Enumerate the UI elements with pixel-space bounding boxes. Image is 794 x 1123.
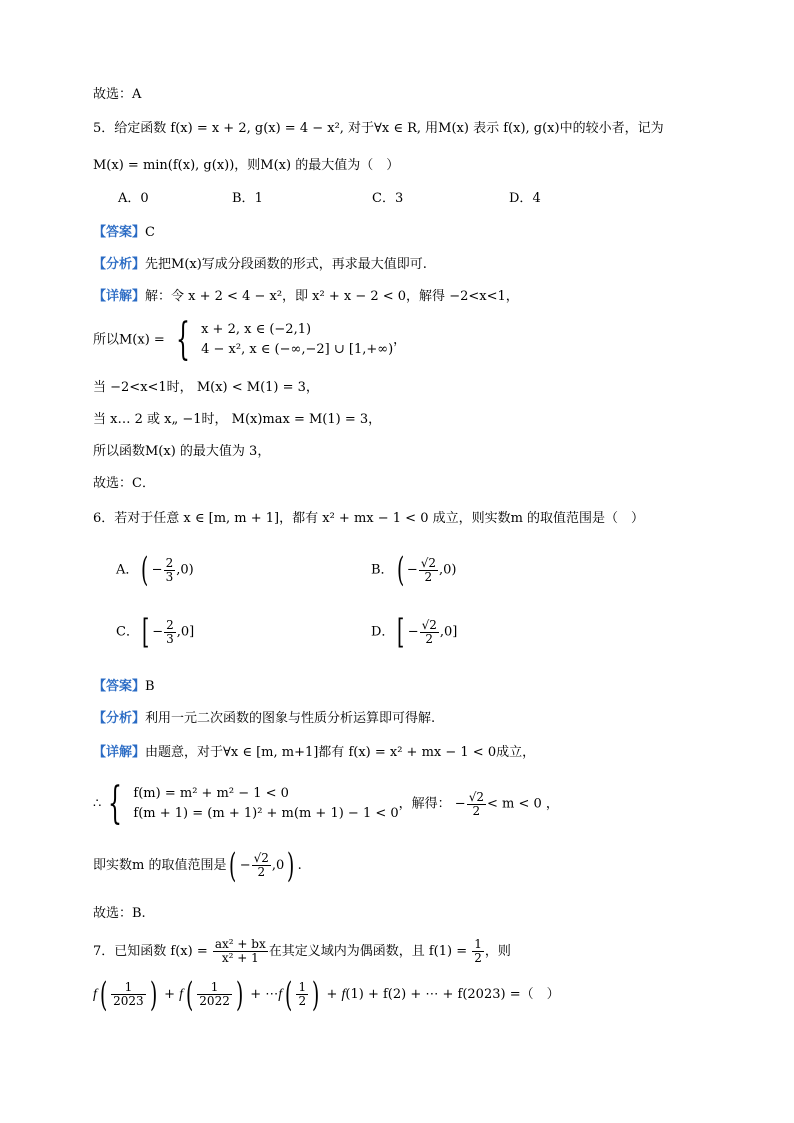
q6-stem: 6．若对于任意 x ∈ [m, m + 1]，都有 x² + mx − 1 < 0 成立，则实数m 的取值范围是（ ）: [93, 511, 645, 526]
q5-stem-line1: 5．给定函数 f(x) = x + 2, g(x) = 4 − x², 对于∀x ∈ R, 用M(x) 表示 f(x), g(x)中的较小者，记为: [93, 121, 664, 136]
q7-stem-line2: f( $\frac{1}{2023}$ ) + f( $\frac{1}{2022}$ ) + ⋯f( $\frac{1}{2}$ ) + f(1) + f(2) + ⋯ + f(2023) =（ ）: [93, 974, 560, 1015]
detail-tag: 【详解】: [93, 289, 146, 304]
q6-analysis: 【分析】利用一元二次函数的图象与性质分析运算即可得解.: [93, 711, 436, 726]
q6-option-b: B．( − $\frac{√2}{2}$ ,0): [371, 550, 457, 590]
q5-stem-line2: M(x) = min(f(x), g(x))，则M(x) 的最大值为（ ）: [93, 158, 400, 173]
q5-option-d: D．4: [509, 191, 541, 206]
q6-conclusion: 即实数m 的取值范围是( − $\frac{√2}{2}$ ,0) .: [93, 845, 302, 886]
q6-answer: 【答案】B: [93, 679, 155, 694]
system-cases: f(m) = m² + m² − 1 < 0 f(m + 1) = (m + 1)² + m(m + 1) − 1 < 0: [133, 786, 399, 821]
q5-conclusion: 所以函数M(x) 的最大值为 3，: [93, 444, 271, 459]
q5-case2: 当 x… 2 或 x„ −1时， M(x)max = M(1) = 3，: [93, 412, 382, 427]
q5-option-c: C．3: [372, 191, 404, 206]
q5-option-b: B．1: [232, 191, 263, 206]
q5-analysis: 【分析】先把M(x)写成分段函数的形式，再求最大值即可.: [93, 257, 427, 272]
prev-answer-line: 故选：A: [93, 87, 142, 102]
q5-piecewise: 所以M(x) = { x + 2, x ∈ (−2,1) 4 − x², x ∈ (−∞,−2] ∪ [1,+∞) ，: [93, 314, 407, 365]
q5-case1: 当 −2<x<1时， M(x) < M(1) = 3，: [93, 380, 319, 395]
q7-stem-line1: 7．已知函数 f(x) = $\frac{\text{ax² + bx}}{\text{x² + 1}}$ 在其定义域内为偶函数，且 f(1) = $\frac{1}{2}$ ，则: [93, 937, 511, 965]
answer-tag: 【答案】: [93, 225, 146, 240]
q6-choice: 故选：B.: [93, 906, 146, 921]
piecewise-cases: x + 2, x ∈ (−2,1) 4 − x², x ∈ (−∞,−2] ∪ [1,+∞): [201, 322, 394, 357]
left-brace: {: [175, 314, 190, 365]
q5-choice: 故选：C．: [93, 476, 155, 491]
q6-option-c: C．[ − $\frac{2}{3}$ ,0]: [116, 612, 195, 652]
q5-answer: 【答案】C: [93, 225, 155, 240]
q6-option-d: D．[ − $\frac{√2}{2}$ ,0]: [371, 612, 458, 652]
analysis-tag: 【分析】: [93, 257, 146, 272]
q6-system: ∴ { f(m) = m² + m² − 1 < 0 f(m + 1) = (m + 1)² + m(m + 1) − 1 < 0 ，解得： − $\frac{√2}{2}$ < m < 0 ，: [93, 778, 559, 829]
q6-option-a: A．( − $\frac{2}{3}$ ,0): [116, 550, 194, 590]
q6-detail: 【详解】由题意，对于∀x ∈ [m, m+1]都有 f(x) = x² + mx − 1 < 0成立，: [93, 745, 536, 760]
q5-detail: 【详解】解：令 x + 2 < 4 − x²，即 x² + x − 2 < 0，解得 −2<x<1，: [93, 289, 519, 304]
q5-option-a: A．0: [118, 191, 149, 206]
